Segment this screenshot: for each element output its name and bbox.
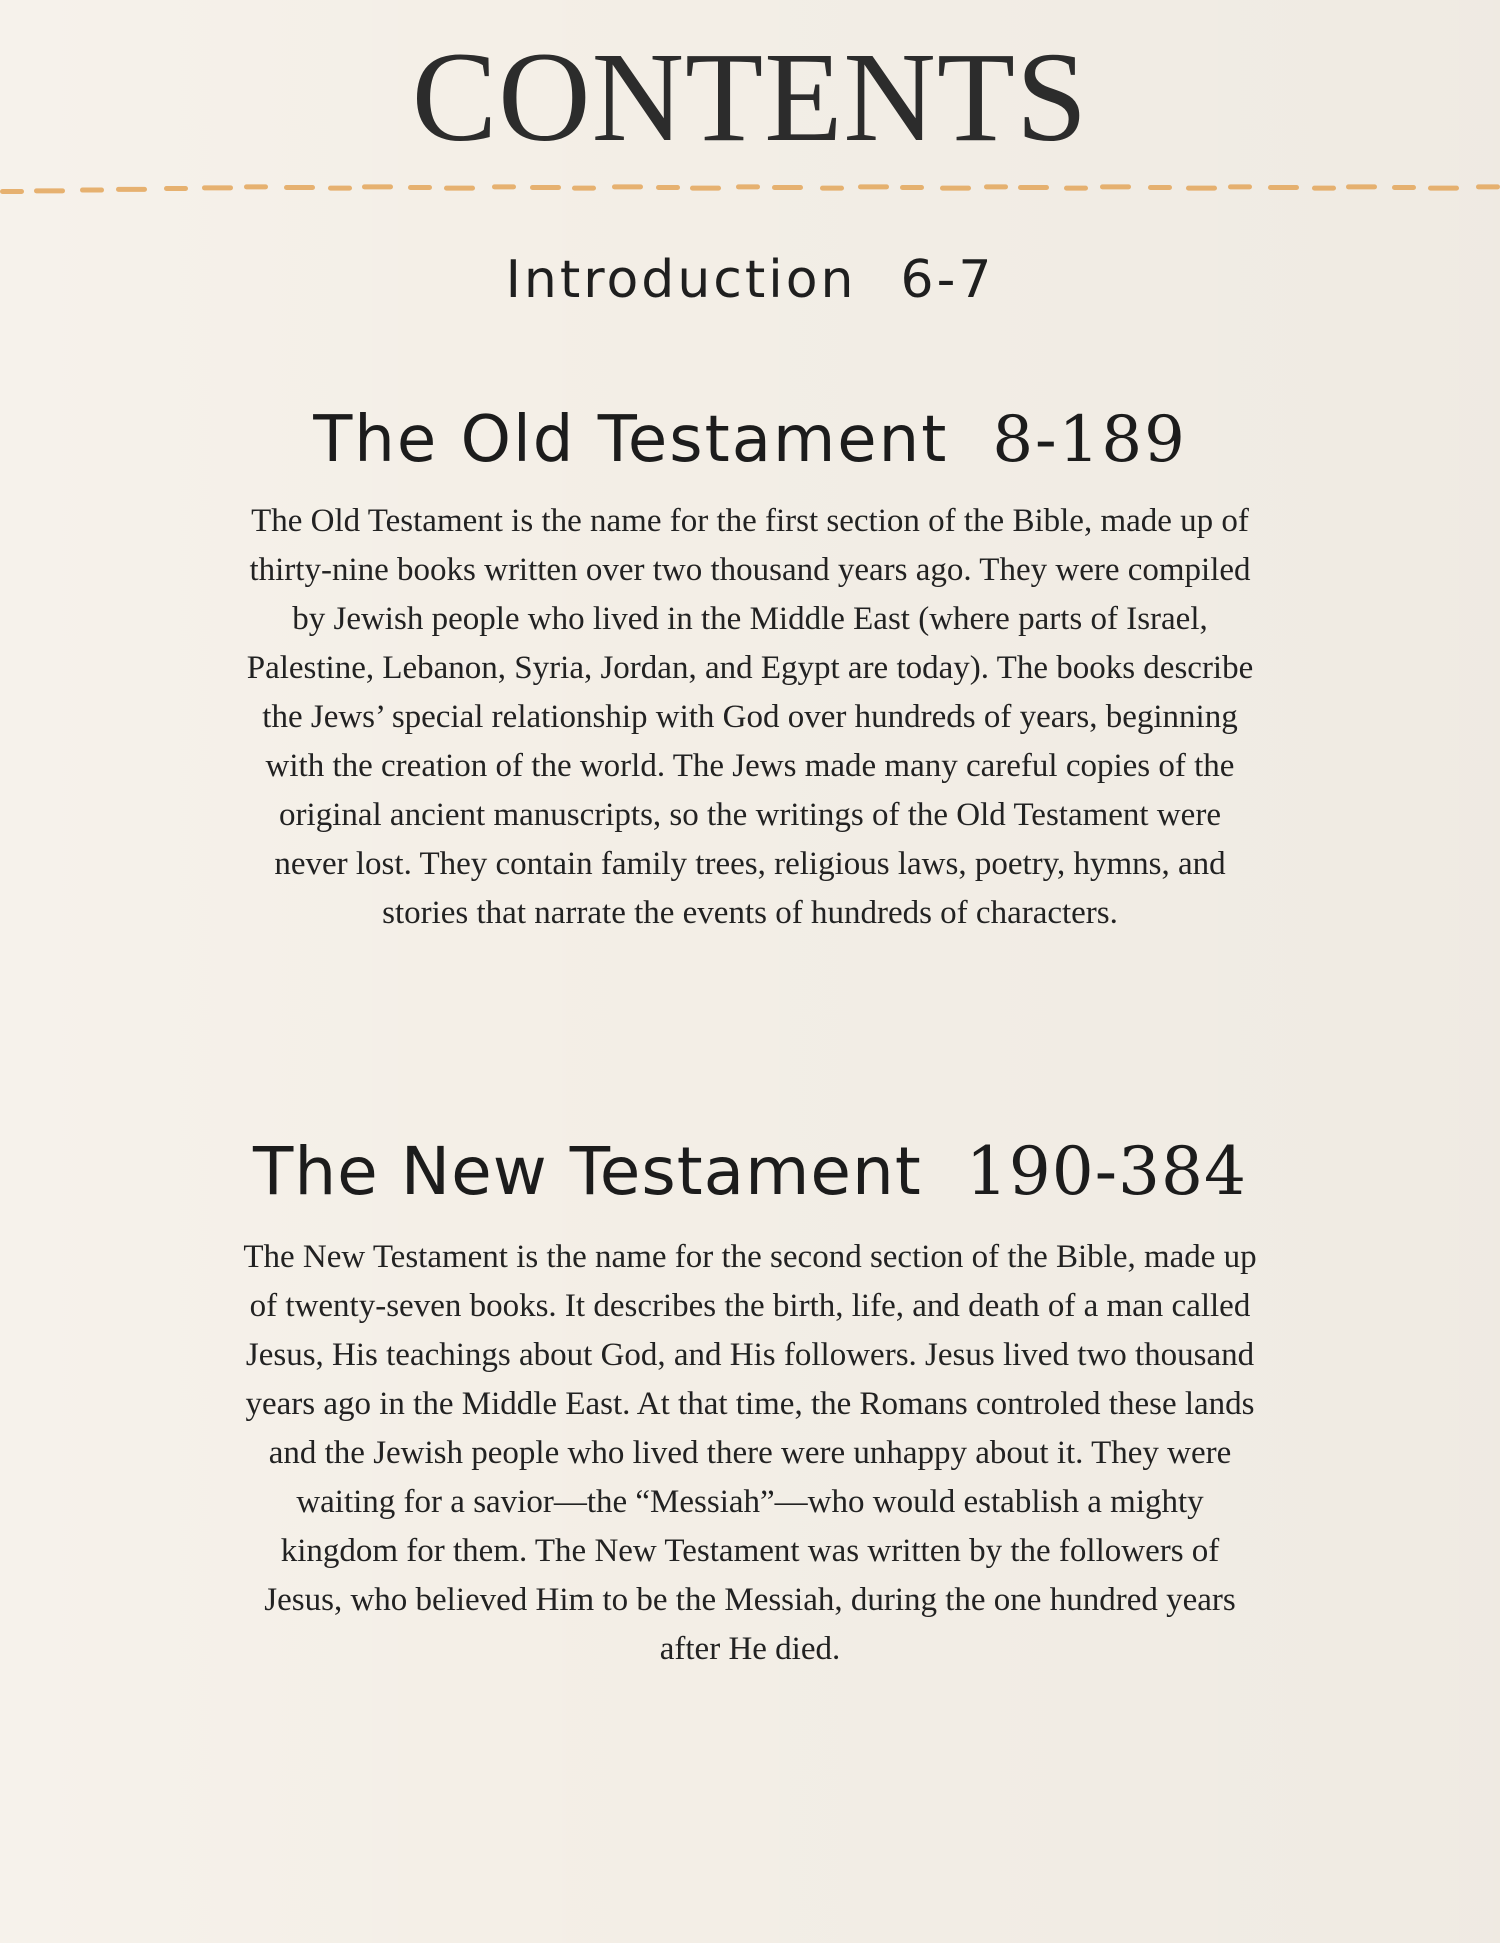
divider-dash — [1148, 185, 1172, 190]
divider-dash — [940, 186, 971, 191]
divider-dash — [530, 185, 561, 190]
new-testament-pages: 190-384 — [965, 1133, 1247, 1210]
divider-dash — [1100, 184, 1131, 189]
divider-dash — [656, 185, 680, 190]
divider-dash — [736, 184, 760, 189]
divider-dash — [1346, 184, 1377, 189]
old-testament-heading — [0, 398, 1500, 482]
divider-dash — [444, 186, 475, 191]
old-testament-title: The Old Testament — [313, 403, 949, 477]
divider-dash — [772, 185, 803, 190]
old-testament-description: The Old Testament is the name for the first section of the Bible, made up of thirty-nine books written over two thousand years ago. They were compiled by Jewish people who lived in the Middle East (where parts of Israel, Palestine, Lebanon, Syria, Jordan, and Egypt are today). The books describe the Jews’ special relationship with God over hundreds of years, beginning with the creation of the world. The Jews made many careful copies of the original ancient manuscripts, so the writings of the Old Testament were never lost. They contain family trees, religious laws, poetry, hymns, and stories that narrate the events of hundreds of characters. — [246, 503, 1254, 931]
divider-dash — [1312, 186, 1336, 191]
divider-dash — [690, 186, 721, 191]
divider-dash — [1268, 185, 1299, 190]
divider-dash — [1476, 184, 1500, 189]
divider-dash — [284, 185, 315, 190]
divider-dash — [202, 185, 233, 190]
new-testament-heading — [0, 1129, 1500, 1215]
old-testament-pages: 8-189 — [992, 403, 1187, 477]
divider-dash — [984, 184, 1008, 189]
divider-dash — [572, 186, 596, 191]
dashed-divider — [0, 175, 1500, 203]
dash-group — [0, 184, 1500, 194]
divider-dash — [1018, 185, 1049, 190]
introduction-entry — [0, 245, 1500, 315]
divider-dash — [80, 188, 104, 193]
new-testament-title: The New Testament — [253, 1133, 922, 1210]
divider-dash — [408, 185, 432, 190]
divider-dash — [244, 184, 268, 189]
divider-dash — [612, 184, 643, 189]
divider-dash — [858, 184, 889, 189]
divider-dash — [492, 184, 516, 189]
introduction-pages: 6-7 — [900, 250, 995, 310]
divider-dash — [900, 185, 924, 190]
divider-dash — [1228, 184, 1252, 189]
introduction-label: Introduction — [505, 250, 857, 310]
divider-dash — [34, 188, 65, 193]
divider-dash — [328, 186, 352, 191]
divider-dash — [1064, 186, 1088, 191]
divider-dash — [116, 187, 147, 192]
page-title: CONTENTS — [411, 26, 1089, 168]
divider-dash — [1186, 186, 1217, 191]
divider-dash — [164, 186, 188, 191]
divider-dash — [820, 186, 844, 191]
divider-dash — [362, 184, 393, 189]
divider-dash — [1392, 185, 1416, 190]
divider-dash — [0, 189, 24, 194]
new-testament-description: The New Testament is the name for the second section of the Bible, made up of twenty-seven books. It describes the birth, life, and death of a man called Jesus, His teachings about God, and His followers. Jesus lived two thousand years ago in the Middle East. At that time, the Romans controled these lands and the Jewish people who lived there were unhappy about it. They were waiting for a savior—the “Messiah”—who would establish a mighty kingdom for them. The New Testament was written by the followers of Jesus, who believed Him to be the Messiah, during the one hundred years after He died. — [243, 1239, 1257, 1667]
divider-dash — [1428, 186, 1459, 191]
